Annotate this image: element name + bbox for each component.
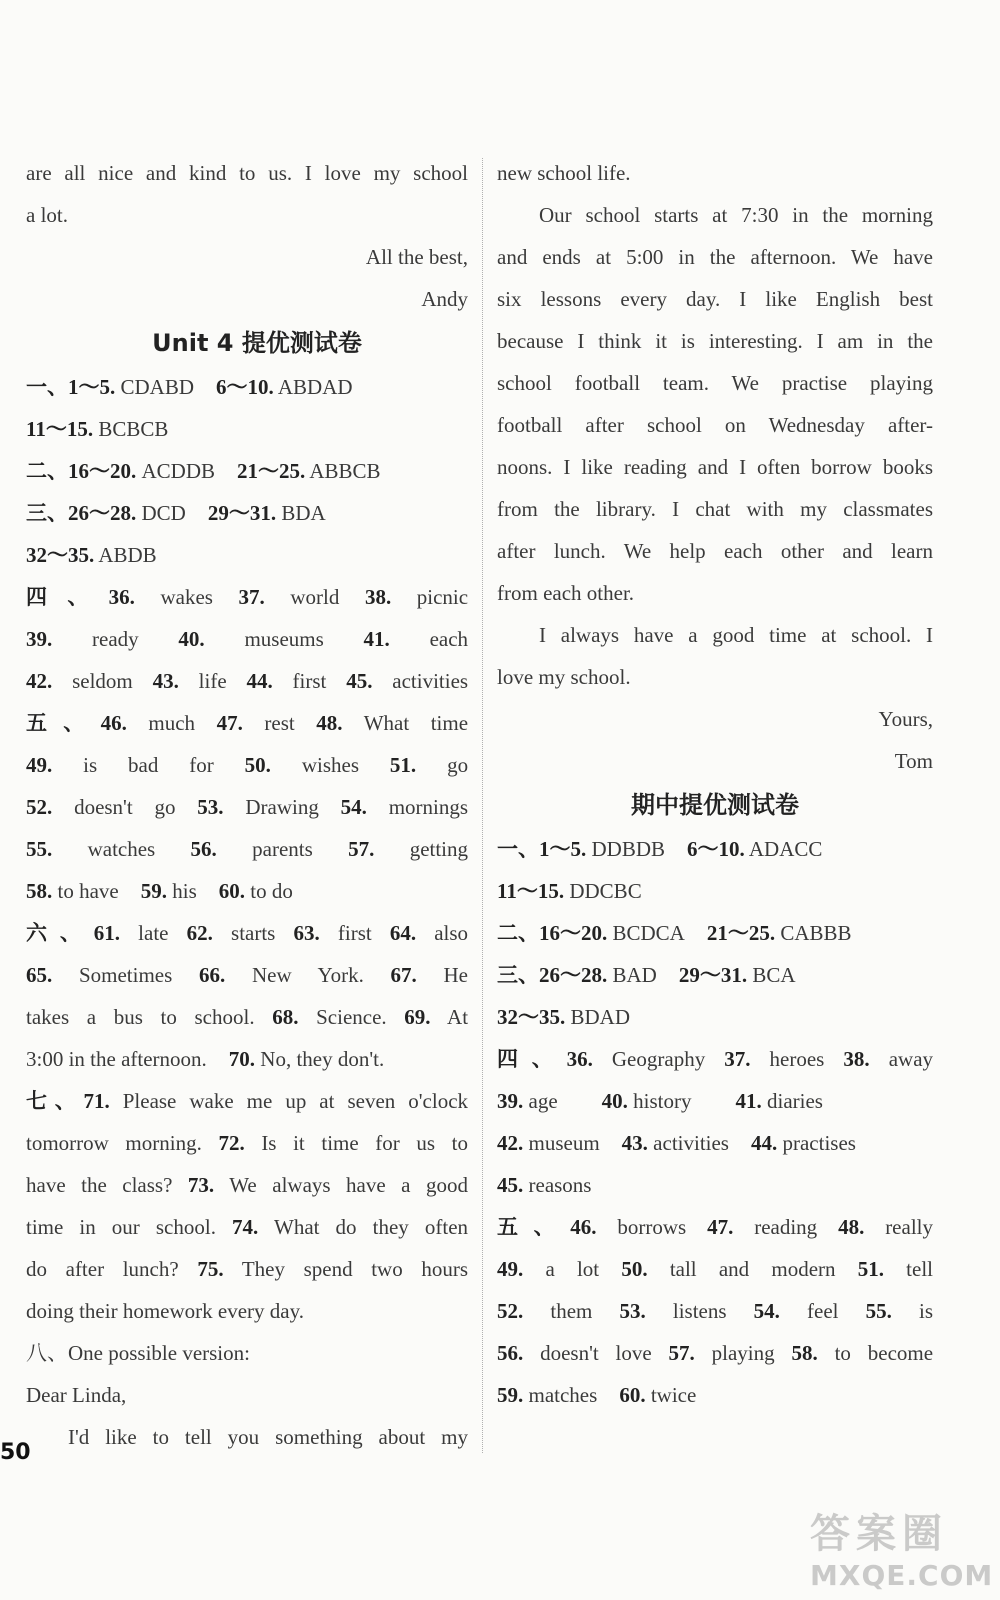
question-number: 21～25. [237,459,306,483]
answer-text: feel [807,1299,839,1323]
question-number: 44. [246,669,273,693]
answer-text: museum [528,1131,600,1155]
letter-line: new school life. [497,161,631,185]
question-number: 47. [216,711,243,735]
answer-line: doing their homework every day. [26,1299,304,1323]
answer-text: DCD [141,501,186,525]
question-number: 65. [26,963,53,987]
answer-text: is bad for [83,753,214,777]
answer-text: diaries [767,1089,823,1113]
question-number: 60. [619,1383,646,1407]
answer-text: playing [711,1341,775,1365]
answer-text: wishes [301,753,359,777]
answer-text: BCA [752,963,796,987]
answer-text: them [550,1299,593,1323]
question-number: 48. [316,711,343,735]
answer-line [26,492,468,534]
answer-text: Drawing [245,795,319,819]
answer-line [497,954,933,996]
letter-signature: Andy [421,287,468,311]
question-number: 11～15. [26,417,94,441]
letter-line: football after school on Wednesday after- [497,413,933,437]
question-number: 38. [843,1047,870,1071]
answer-line [26,1038,468,1080]
question-number: 49. [26,753,53,777]
answer-text: ready [92,627,139,651]
answer-line [26,366,468,408]
question-number: 56. [190,837,217,861]
answer-line [497,1080,933,1122]
answer-text: starts [231,921,276,945]
question-number: 38. [364,585,392,609]
question-number: 66. [199,963,226,987]
answer-text: museums [244,627,324,651]
section-prefix: 四、 [26,585,109,609]
answer-text: age [528,1089,558,1113]
answer-line [497,1206,933,1248]
answer-line [26,1164,468,1206]
question-number: 57. [668,1341,695,1365]
answer-line [26,618,468,660]
answer-text: go [447,753,469,777]
question-number: 42. [497,1131,524,1155]
answer-text: to have [57,879,119,903]
question-number: 62. [186,921,213,945]
answer-line [26,408,468,450]
letter-line: noons. I like reading and I often borrow books [497,455,933,479]
answer-text: Sometimes [78,963,173,987]
question-number: 21～25. [706,921,776,945]
answer-text: reasons [528,1173,592,1197]
question-number: 6～10. [687,837,745,861]
page-number: 50 [0,1440,31,1465]
question-number: 40. [601,1089,628,1113]
letter-line: love my school. [497,665,631,689]
answer-text: is [919,1299,934,1323]
question-number: 51. [857,1257,884,1281]
section-title-midterm: 期中提优测试卷 [631,791,799,819]
answer-text: also [434,921,469,945]
answer-text: getting [409,837,469,861]
letter-line: I always have a good time at school. I [539,623,933,647]
answer-text: He [443,963,468,987]
letter-greeting: Dear Linda, [26,1383,127,1407]
answer-line [497,828,933,870]
question-number: 55. [26,837,53,861]
answer-text: doesn't love [540,1341,652,1365]
answer-text: parents [252,837,313,861]
question-number: 59. [497,1383,524,1407]
question-number: 37. [238,585,265,609]
answer-text: borrows [617,1215,687,1239]
question-number: 40. [178,627,205,651]
question-number: 73. [187,1173,215,1197]
answer-text: CABBB [780,921,852,945]
question-number: 70. [228,1047,256,1071]
answer-text: tall and modern [669,1257,836,1281]
question-number: 50. [244,753,271,777]
answer-text: wakes [160,585,213,609]
answer-text: seldom [72,669,133,693]
answer-text: BDA [281,501,326,525]
question-number: 49. [497,1257,524,1281]
letter-line: are all nice and kind to us. I love my school [26,161,468,185]
answer-line [497,1290,933,1332]
answer-text: have the class? [26,1173,173,1197]
question-number: 53. [619,1299,646,1323]
question-number: 74. [232,1215,259,1239]
answer-line [26,576,468,618]
letter-line: after lunch. We help each other and learn [497,539,933,563]
question-number: 59. [140,879,167,903]
section-prefix: 二、 [497,921,539,945]
section-prefix: 一、 [26,375,68,399]
answer-line [497,1332,933,1374]
answer-line [26,450,468,492]
answer-text: each [429,627,469,651]
answer-line [26,1248,468,1290]
letter-closing: All the best, [365,245,468,269]
answer-text: Please wake me up at seven o'clock [122,1089,469,1113]
question-number: 56. [497,1341,524,1365]
question-number: 45. [346,669,373,693]
answer-text: Geography [611,1047,706,1071]
question-number: 45. [497,1173,524,1197]
question-number: 16～20. [68,459,137,483]
answer-line [497,996,933,1038]
answer-line [497,870,933,912]
question-number: 52. [26,795,53,819]
question-number: 44. [750,1131,778,1155]
answer-line [26,660,468,702]
answer-text: At [447,1005,469,1029]
letter-line: from each other. [497,581,635,605]
question-number: 63. [293,921,320,945]
answer-text: BCDCA [612,921,685,945]
left-column [26,152,468,1458]
section-prefix: 三、 [26,501,68,525]
answer-text: activities [392,669,469,693]
answer-line [26,1206,468,1248]
answer-text: first [292,669,327,693]
answer-line [497,1122,933,1164]
answer-line [497,1038,933,1080]
answer-text: What time [363,711,469,735]
answer-text: tell [906,1257,933,1281]
answer-text: rest [264,711,295,735]
answer-text: What do they often [274,1215,469,1239]
question-number: 1～5. [68,375,116,399]
right-column [497,152,933,1416]
question-number: 53. [197,795,224,819]
answer-text: New York. [251,963,364,987]
section-prefix: 二、 [26,459,68,483]
answer-text: ADACC [748,837,823,861]
answer-text: away [888,1047,934,1071]
question-number: 1～5. [539,837,587,861]
question-number: 52. [497,1299,524,1323]
answer-text: time in our school. [26,1215,216,1239]
question-number: 48. [838,1215,865,1239]
answer-line [26,828,468,870]
question-number: 64. [389,921,417,945]
watermark-logo [810,1502,994,1592]
watermark-url: MXQE.COM [810,1559,994,1592]
question-number: 55. [865,1299,892,1323]
section-heading-writing: 八、One possible version: [26,1341,250,1365]
question-number: 54. [340,795,367,819]
answer-text: a lot [545,1257,600,1281]
question-number: 39. [497,1089,524,1113]
question-number: 50. [621,1257,648,1281]
question-number: 54. [753,1299,780,1323]
letter-line: school football team. We practise playing [497,371,933,395]
answer-text: twice [650,1383,697,1407]
answer-line [26,954,468,996]
answer-text: to become [834,1341,934,1365]
question-number: 26～28. [68,501,137,525]
letter-line: and ends at 5:00 in the afternoon. We have [497,245,933,269]
answer-line [26,912,468,954]
question-number: 43. [621,1131,648,1155]
answer-line [26,534,468,576]
answer-text: listens [672,1299,727,1323]
answer-text: really [885,1215,933,1239]
question-number: 26～28. [539,963,608,987]
answer-line [497,1164,933,1206]
answer-line [26,702,468,744]
question-number: 6～10. [216,375,274,399]
question-number: 29～31. [207,501,277,525]
section-title-unit4: Unit 4 提优测试卷 [152,329,362,357]
answer-text: late [138,921,169,945]
question-number: 46. [570,1215,597,1239]
answer-text: tomorrow morning. [26,1131,202,1155]
answer-text: ACDDB [141,459,216,483]
answer-text: reading [754,1215,818,1239]
answer-text: his [172,879,197,903]
answer-text: Science. [316,1005,387,1029]
question-number: 37. [724,1047,751,1071]
column-divider [482,158,483,1453]
answer-line [26,870,468,912]
watermark-text: 答案圈 [810,1511,948,1557]
answer-text: do after lunch? [26,1257,179,1281]
answer-line [26,1122,468,1164]
answer-text: practises [782,1131,856,1155]
question-number: 57. [348,837,375,861]
answer-text: heroes [769,1047,825,1071]
letter-line: a lot. [26,203,68,227]
answer-text: DDBDB [591,837,666,861]
letter-line: from the library. I chat with my classmates [497,497,933,521]
question-number: 69. [404,1005,431,1029]
answer-text: mornings [388,795,469,819]
letter-closing: Yours, [878,707,933,731]
section-prefix: 六、 [26,921,94,945]
answer-text: much [148,711,196,735]
question-number: 75. [197,1257,224,1281]
section-prefix: 三、 [497,963,539,987]
question-number: 51. [389,753,417,777]
question-number: 71. [83,1089,110,1113]
letter-signature: Tom [894,749,933,773]
answer-text: ABBCB [309,459,381,483]
answer-text: No, they don't. [260,1047,385,1071]
question-number: 11～15. [497,879,565,903]
answer-line [497,1374,933,1416]
answer-line [497,1248,933,1290]
question-number: 41. [363,627,390,651]
question-number: 47. [707,1215,734,1239]
question-number: 46. [100,711,127,735]
section-prefix: 四、 [497,1047,567,1071]
question-number: 60. [218,879,245,903]
answer-line [26,1080,468,1122]
letter-line: six lessons every day. I like English best [497,287,933,311]
question-number: 36. [108,585,135,609]
answer-text: picnic [416,585,469,609]
answer-line [26,996,468,1038]
section-prefix: 五、 [497,1215,571,1239]
question-number: 16～20. [539,921,608,945]
answer-text: life [198,669,227,693]
answer-text: watches [87,837,156,861]
answer-text: first [337,921,372,945]
letter-line: because I think it is interesting. I am in the [497,329,933,353]
answer-line [26,744,468,786]
question-number: 72. [218,1131,245,1155]
answer-text: 3:00 in the afternoon. [26,1047,207,1071]
question-number: 58. [26,879,53,903]
answer-text: takes a bus to school. [26,1005,255,1029]
question-number: 67. [390,963,417,987]
answer-text: BCBCB [98,417,169,441]
question-number: 61. [93,921,121,945]
answer-text: doesn't go [74,795,176,819]
question-number: 32～35. [497,1005,566,1029]
section-prefix: 一、 [497,837,539,861]
section-prefix: 五、 [26,711,101,735]
answer-text: world [290,585,340,609]
answer-text: activities [653,1131,729,1155]
question-number: 58. [791,1341,818,1365]
question-number: 68. [272,1005,299,1029]
question-number: 36. [566,1047,593,1071]
answer-text: ABDB [98,543,157,567]
letter-line: Our school starts at 7:30 in the morning [539,203,933,227]
answer-text: matches [528,1383,598,1407]
answer-text: ABDAD [277,375,353,399]
answer-text: BDAD [570,1005,631,1029]
letter-line: I'd like to tell you something about my [68,1425,468,1449]
section-prefix: 七、 [26,1089,84,1113]
answer-text: BAD [612,963,657,987]
answer-text: history [633,1089,692,1113]
answer-text: We always have a good [229,1173,468,1197]
answer-text: They spend two hours [241,1257,468,1281]
question-number: 41. [735,1089,762,1113]
answer-text: DDCBC [569,879,642,903]
answer-text: to do [250,879,293,903]
question-number: 43. [152,669,179,693]
question-number: 29～31. [678,963,748,987]
question-number: 42. [26,669,53,693]
answer-line [497,912,933,954]
answer-line [26,786,468,828]
question-number: 39. [26,627,53,651]
question-number: 32～35. [26,543,95,567]
answer-text: CDABD [120,375,195,399]
answer-text: Is it time for us to [261,1131,469,1155]
